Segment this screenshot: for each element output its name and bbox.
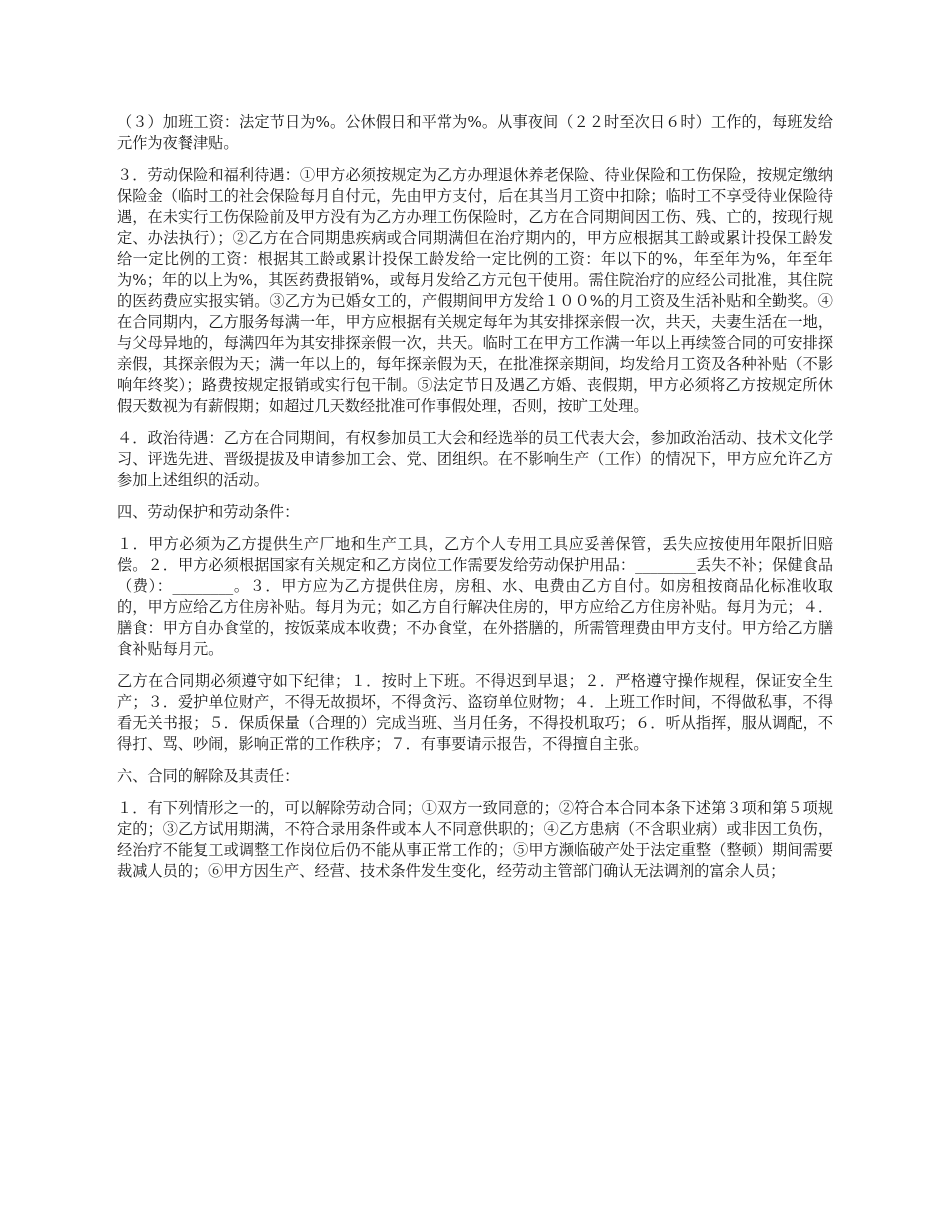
paragraph-termination: １．有下列情形之一的，可以解除劳动合同；①双方一致同意的；②符合本合同本条下述第３项和第５项规定的；③乙方试用期满，不符合录用条件或本人不同意供职的；④乙方患病（不含职业病）或非因工负伤，经治疗不能复工或调整工作岗位后仍不能从事正常工作的；⑤甲方濒临破产处于法定重整（整顿）期间需要裁减人员的；⑥甲方因生产、经营、技术条件发生变化，经劳动主管部门确认无法调剂的富余人员； (117, 799, 833, 880)
section-heading-labor-protection: 四、劳动保护和劳动条件： (117, 503, 300, 521)
paragraph-political-treatment: ４．政治待遇：乙方在合同期间，有权参加员工大会和经选举的员工代表大会，参加政治活动、技术文化学习、评选先进、晋级提拔及申请参加工会、党、团组织。在不影响生产（工作）的情况下，甲方应允许乙方参加上述组织的活动。 (117, 429, 833, 489)
section-heading-termination: 六、合同的解除及其责任： (117, 767, 300, 785)
paragraph-insurance-welfare: ３．劳动保险和福利待遇：①甲方必须按规定为乙方办理退休养老保险、待业保险和工伤保险，按规定缴纳保险金（临时工的社会保险每月自付元，先由甲方支付，后在其当月工资中扣除；临时工不享受待业保险待遇，在未实行工伤保险前及甲方没有为乙方办理工伤保险时，乙方在合同期间因工伤、残、亡的，按现行规定、办法执行）；②乙方在合同期患疾病或合同期满但在治疗期内的，甲方应根据其工龄或累计投保工龄发给一定比例的工资：根据其工龄或累计投保工龄发给一定比例的工资：年以下的%，年至年为%，年至年为%；年的以上为%，其医药费报销%，或每月发给乙方元包干使用。需住院治疗的应经公司批准，其住院的医药费应实报实销。③乙方为已婚女工的，产假期间甲方发给１００%的月工资及生活补贴和全勤奖。④在合同期内，乙方服务每满一年，甲方应根据有关规定每年为其安排探亲假一次，共天，夫妻生活在一地，与父母异地的，每满四年为其安排探亲假一次，共天。临时工在甲方工作满一年以上再续签合同的可安排探亲假，其探亲假为天；满一年以上的，每年探亲假为天，在批准探亲期间，均发给月工资及各种补贴（不影响年终奖）；路费按规定报销或实行包干制。⑤法定节日及遇乙方婚、丧假期，甲方必须将乙方按规定所休假天数视为有薪假期；如超过几天数经批准可作事假处理，否则，按旷工处理。 (117, 166, 833, 415)
paragraph-labor-protection: １．甲方必须为乙方提供生产厂地和生产工具，乙方个人专用工具应妥善保管，丢失应按使用年限折旧赔偿。２．甲方必须根据国家有关规定和乙方岗位工作需要发给劳动保护用品：________丢失不补；保健食品（费）：________。３．甲方应为乙方提供住房，房租、水、电费由乙方自付。如房租按商品化标准收取的，甲方应给乙方住房补贴。每月为元；如乙方自行解决住房的，甲方应给乙方住房补贴。每月为元；４．膳食：甲方自办食堂的，按饭菜成本收费；不办食堂，在外搭膳的，所需管理费由甲方支付。甲方给乙方膳食补贴每月元。 (117, 535, 833, 658)
document-body (117, 112, 833, 893)
paragraph-discipline: 乙方在合同期必须遵守如下纪律；１．按时上下班。不得迟到早退；２．严格遵守操作规程，保证安全生产；３．爱护单位财产，不得无故损坏，不得贪污、盗窃单位财物；４．上班工作时间，不得做私事，不得看无关书报；５．保质保量（合理的）完成当班、当月任务，不得投机取巧；６．听从指挥，服从调配，不得打、骂、吵闹，影响正常的工作秩序；７．有事要请示报告，不得擅自主张。 (117, 672, 833, 753)
paragraph-overtime-pay: （３）加班工资：法定节日为%。公休假日和平常为%。从事夜间（２２时至次日６时）工作的，每班发给元作为夜餐津贴。 (117, 113, 833, 152)
